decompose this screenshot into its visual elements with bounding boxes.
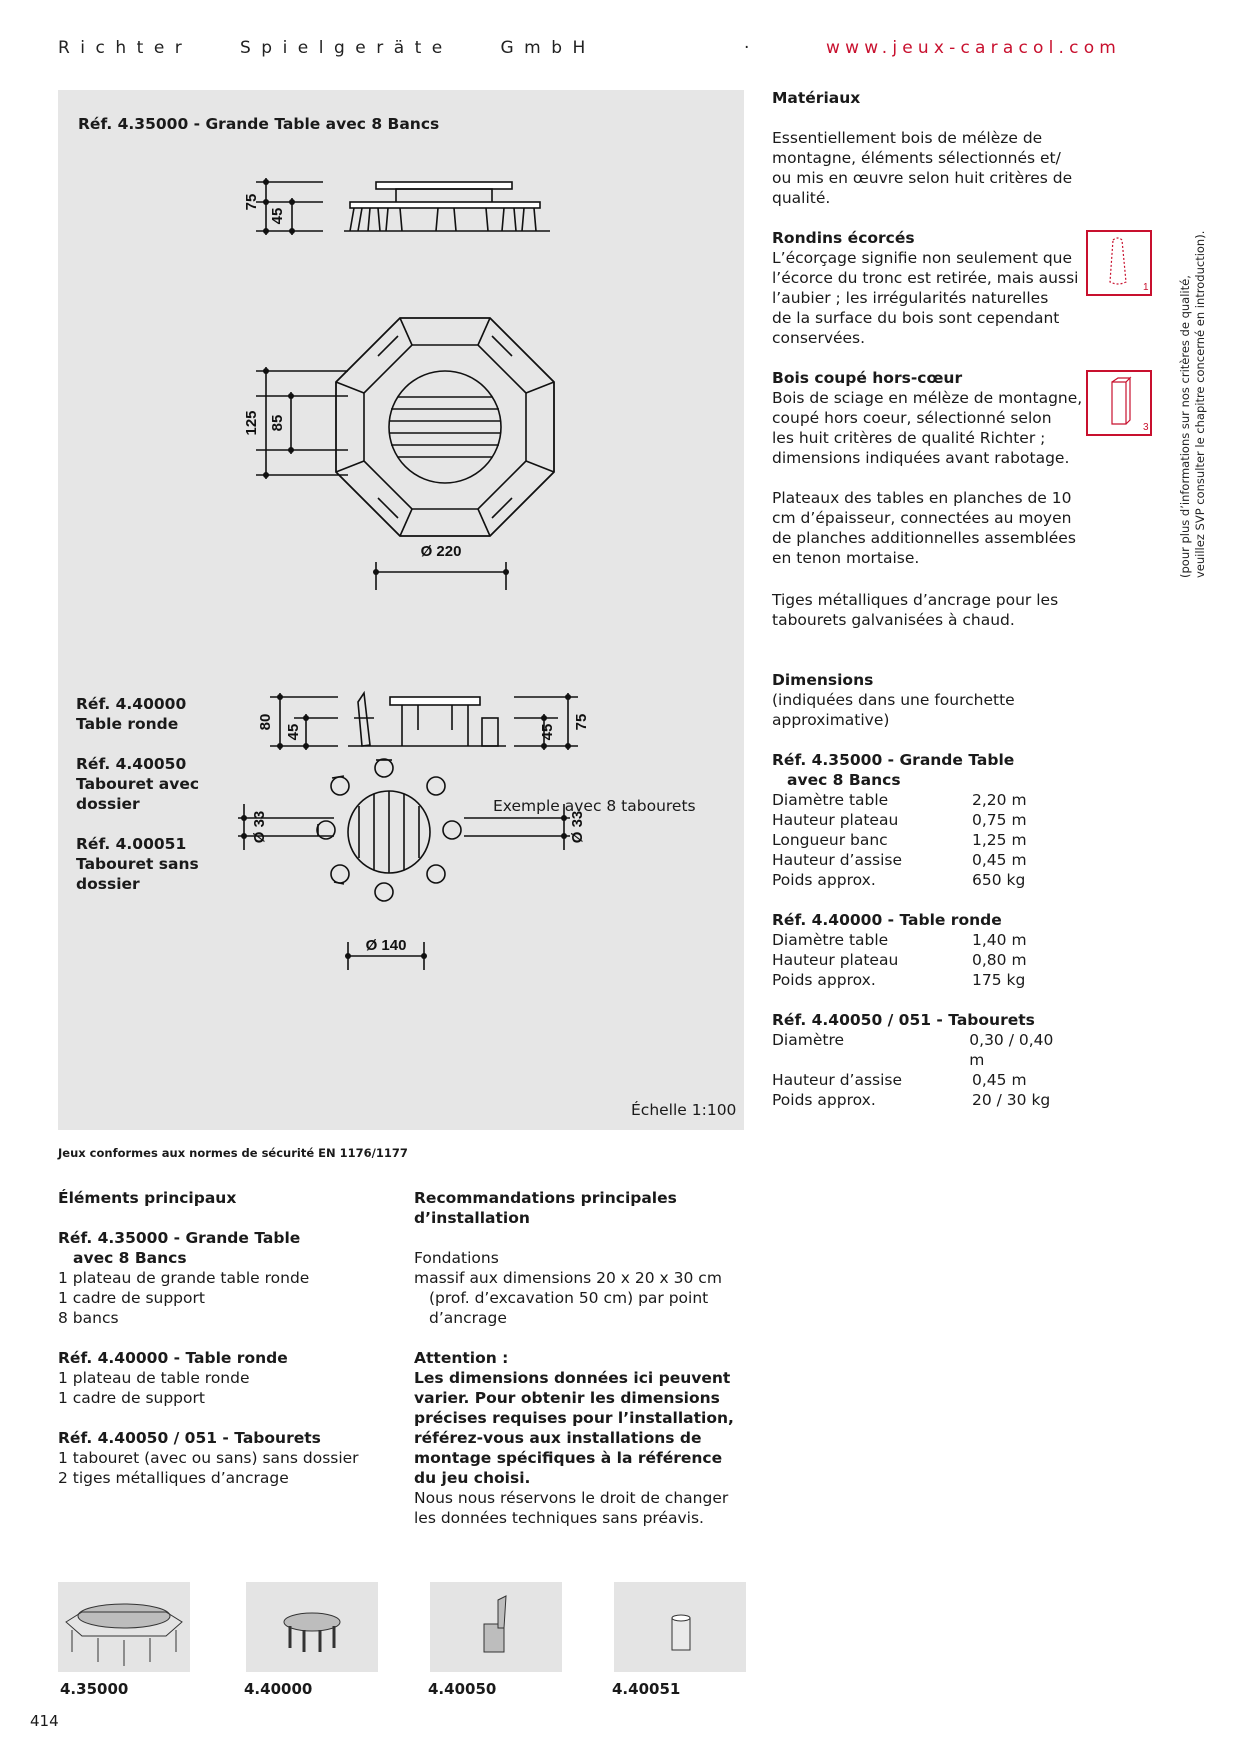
spec-key: Hauteur d’assise: [772, 1071, 903, 1089]
elements-item: 1 tabouret (avec ou sans) sans dossier: [58, 1449, 359, 1467]
rondins-line: conservées.: [772, 329, 866, 347]
disclaimer-line: Nous nous réservons le droit de changer: [414, 1489, 729, 1507]
ref-table-block: [76, 694, 186, 734]
rondins-title: Rondins écorcés: [772, 229, 915, 247]
spec-row: [772, 810, 1072, 830]
bois-line: les huit critères de qualité Richter ;: [772, 429, 1046, 447]
spec-row: [772, 870, 1072, 890]
thumbnail-grand-table: [58, 1582, 190, 1672]
stool-icon: [614, 1582, 746, 1672]
scale-label: Échelle 1:100: [631, 1101, 737, 1119]
side-note-line-2: veuillez SVP consulter le chapitre concerné en introduction).: [1193, 230, 1207, 578]
spec-key: Hauteur d’assise: [772, 851, 903, 869]
materials-intro-line: ou mis en œuvre selon huit critères de: [772, 169, 1073, 187]
debarked-log-number: 1: [1143, 282, 1149, 293]
quality-side-note: [1178, 231, 1208, 578]
elements-heading: Éléments principaux: [58, 1189, 237, 1207]
spec-value: 1,25 m: [972, 831, 1027, 849]
thumbnail-stool-backrest: [430, 1582, 562, 1672]
dim-45: 45: [269, 207, 286, 225]
rondins-line: l’écorce du tronc est retirée, mais aussi: [772, 269, 1079, 287]
spec-value: 0,45 m: [972, 1071, 1027, 1089]
foundations-label: Fondations: [414, 1249, 499, 1267]
dim-group1-title-2: avec 8 Bancs: [787, 771, 901, 789]
dim-group3-title: Réf. 4.40050 / 051 - Tabourets: [772, 1011, 1035, 1029]
spec-row: [772, 930, 1072, 950]
dim-45-right: 45: [539, 723, 556, 741]
materials-intro-line: montagne, éléments sélectionnés et/: [772, 149, 1061, 167]
spec-key: Hauteur plateau: [772, 811, 899, 829]
materials-intro: [772, 128, 1072, 208]
spec-key: Diamètre table: [772, 931, 889, 949]
foundations-line: d’ancrage: [429, 1309, 507, 1327]
spec-value: 0,30 / 0,40 m: [969, 1031, 1054, 1069]
elements-item: 1 plateau de table ronde: [58, 1369, 250, 1387]
thumbnail-label: 4.40051: [612, 1680, 681, 1698]
spec-row: [772, 1070, 1072, 1090]
spec-key: Diamètre: [772, 1031, 845, 1049]
dim-group1-title-1: Réf. 4.35000 - Grande Table: [772, 751, 1015, 769]
attention-line: Les dimensions données ici peuvent: [414, 1369, 731, 1387]
attention-line: référez-vous aux installations de: [414, 1429, 702, 1447]
dim-diameter-140: Ø 140: [365, 937, 407, 954]
thumbnail-label: 4.35000: [60, 1680, 129, 1698]
stool-with-backrest-icon: [430, 1582, 562, 1672]
ref-stool-name-1: Tabouret avec: [76, 775, 200, 793]
ref-stool-block: [76, 754, 199, 814]
tiges-line: Tiges métalliques d’ancrage pour les: [772, 591, 1059, 609]
plateaux-line: en tenon mortaise.: [772, 549, 920, 567]
install-recommendations: [414, 1188, 744, 1528]
spec-row: [772, 950, 1072, 970]
dim-80: 80: [257, 713, 274, 731]
panel-title: Réf. 4.35000 - Grande Table avec 8 Bancs: [78, 115, 440, 133]
dimensions-heading: Dimensions: [772, 671, 874, 689]
dim-75-right: 75: [573, 713, 590, 731]
install-heading-2: d’installation: [414, 1209, 530, 1227]
elements-item: 1 cadre de support: [58, 1389, 205, 1407]
spec-key: Diamètre table: [772, 791, 889, 809]
spec-value: 0,45 m: [972, 851, 1027, 869]
materials-heading: Matériaux: [772, 89, 861, 107]
attention-line: varier. Pour obtenir les dimensions: [414, 1389, 720, 1407]
main-elements: [58, 1188, 398, 1488]
bois-line: Bois de sciage en mélèze de montagne,: [772, 389, 1083, 407]
attention-line: précises requises pour l’installation,: [414, 1409, 734, 1427]
spec-value: 175 kg: [972, 971, 1026, 989]
example-caption: Exemple avec 8 tabourets: [493, 797, 696, 815]
dim-45-left: 45: [285, 723, 302, 741]
sawn-timber-number: 3: [1143, 422, 1149, 433]
ref-stool-name-2: dossier: [76, 795, 140, 813]
dimensions-sub-1: (indiquées dans une fourchette: [772, 691, 1015, 709]
dim-diameter-220: Ø 220: [420, 543, 462, 560]
rondins-line: L’écorçage signifie non seulement que: [772, 249, 1073, 267]
ref-stool2-name-2: dossier: [76, 875, 140, 893]
dim-85: 85: [269, 414, 286, 432]
ref-table-number: Réf. 4.40000: [76, 695, 187, 713]
sawn-timber-icon: [1086, 370, 1152, 436]
spec-row: [772, 830, 1072, 850]
dim-75: 75: [243, 193, 260, 211]
attention-label: Attention :: [414, 1349, 509, 1367]
install-heading-1: Recommandations principales: [414, 1189, 677, 1207]
ref-stool2-block: [76, 834, 199, 894]
dim-125: 125: [243, 410, 260, 436]
tiges-line: tabourets galvanisées à chaud.: [772, 611, 1015, 629]
dimensions-section: [772, 670, 1072, 1110]
plateaux-line: Plateaux des tables en planches de 10: [772, 489, 1072, 507]
spec-value: 1,40 m: [972, 931, 1027, 949]
spec-row: [772, 970, 1072, 990]
thumbnail-label: 4.40000: [244, 1680, 313, 1698]
materials-intro-line: Essentiellement bois de mélèze de: [772, 129, 1043, 147]
spec-row: [772, 790, 1072, 810]
spec-key: Poids approx.: [772, 871, 876, 889]
ref-table-name: Table ronde: [76, 715, 179, 733]
rondins-line: de la surface du bois sont cependant: [772, 309, 1060, 327]
rondins-line: l’aubier ; les irrégularités naturelles: [772, 289, 1049, 307]
round-table-icon: [246, 1582, 378, 1672]
plateaux-paragraph: [772, 488, 1076, 568]
spec-key: Longueur banc: [772, 831, 888, 849]
debarked-log-icon: [1086, 230, 1152, 296]
bois-section: [772, 368, 1082, 468]
foundations-line: massif aux dimensions 20 x 20 x 30 cm: [414, 1269, 722, 1287]
elements-item: 8 bancs: [58, 1309, 119, 1327]
elements-item: 2 tiges métalliques d’ancrage: [58, 1469, 289, 1487]
spec-key: Hauteur plateau: [772, 951, 899, 969]
side-note-line-1: (pour plus d’informations sur nos critères de qualité,: [1178, 275, 1192, 578]
elements-a-title-1: Réf. 4.35000 - Grande Table: [58, 1229, 301, 1247]
disclaimer-line: les données techniques sans préavis.: [414, 1509, 704, 1527]
technical-drawing: [58, 90, 744, 1130]
dimensions-sub-2: approximative): [772, 711, 890, 729]
tiges-paragraph: [772, 590, 1058, 630]
spec-value: 2,20 m: [972, 791, 1027, 809]
thumbnail-label: 4.40050: [428, 1680, 497, 1698]
attention-line: montage spécifiques à la référence: [414, 1449, 723, 1467]
materials-intro-line: qualité.: [772, 189, 831, 207]
plateaux-line: cm d’épaisseur, connectées au moyen: [772, 509, 1072, 527]
foundations-line: (prof. d’excavation 50 cm) par point: [429, 1289, 709, 1307]
thumbnail-round-table: [246, 1582, 378, 1672]
spec-value: 0,75 m: [972, 811, 1027, 829]
ref-stool2-number: Réf. 4.00051: [76, 835, 187, 853]
rondins-section: [772, 228, 1078, 348]
elements-item: 1 cadre de support: [58, 1289, 205, 1307]
grand-table-icon: [58, 1582, 190, 1672]
elements-a-title-2: avec 8 Bancs: [73, 1249, 187, 1267]
elements-c-title: Réf. 4.40050 / 051 - Tabourets: [58, 1429, 321, 1447]
elements-b-title: Réf. 4.40000 - Table ronde: [58, 1349, 288, 1367]
attention-line: du jeu choisi.: [414, 1469, 531, 1487]
spec-row: [772, 1030, 1072, 1070]
dim-diameter-33-right: Ø 33: [569, 810, 586, 844]
website-link[interactable]: www.jeux-caracol.com: [826, 38, 1122, 58]
spec-row: [772, 850, 1072, 870]
ref-stool2-name-1: Tabouret sans: [76, 855, 199, 873]
bois-line: coupé hors coeur, sélectionné selon: [772, 409, 1052, 427]
dim-group2-title: Réf. 4.40000 - Table ronde: [772, 911, 1002, 929]
bois-title: Bois coupé hors-cœur: [772, 369, 963, 387]
bois-line: dimensions indiquées avant rabotage.: [772, 449, 1070, 467]
spec-key: Poids approx.: [772, 1091, 876, 1109]
spec-value: 20 / 30 kg: [972, 1091, 1051, 1109]
dim-diameter-33-left: Ø 33: [251, 810, 268, 844]
elements-item: 1 plateau de grande table ronde: [58, 1269, 310, 1287]
page-number: 414: [30, 1712, 59, 1730]
header-separator: ·: [744, 38, 750, 58]
safety-norms: Jeux conformes aux normes de sécurité EN 1176/1177: [58, 1146, 408, 1160]
spec-value: 650 kg: [972, 871, 1026, 889]
company-name: Richter Spielgeräte GmbH: [58, 38, 596, 58]
spec-row: [772, 1090, 1072, 1110]
plateaux-line: de planches additionnelles assemblées: [772, 529, 1076, 547]
ref-stool-number: Réf. 4.40050: [76, 755, 187, 773]
spec-key: Poids approx.: [772, 971, 876, 989]
thumbnail-stool: [614, 1582, 746, 1672]
spec-value: 0,80 m: [972, 951, 1027, 969]
